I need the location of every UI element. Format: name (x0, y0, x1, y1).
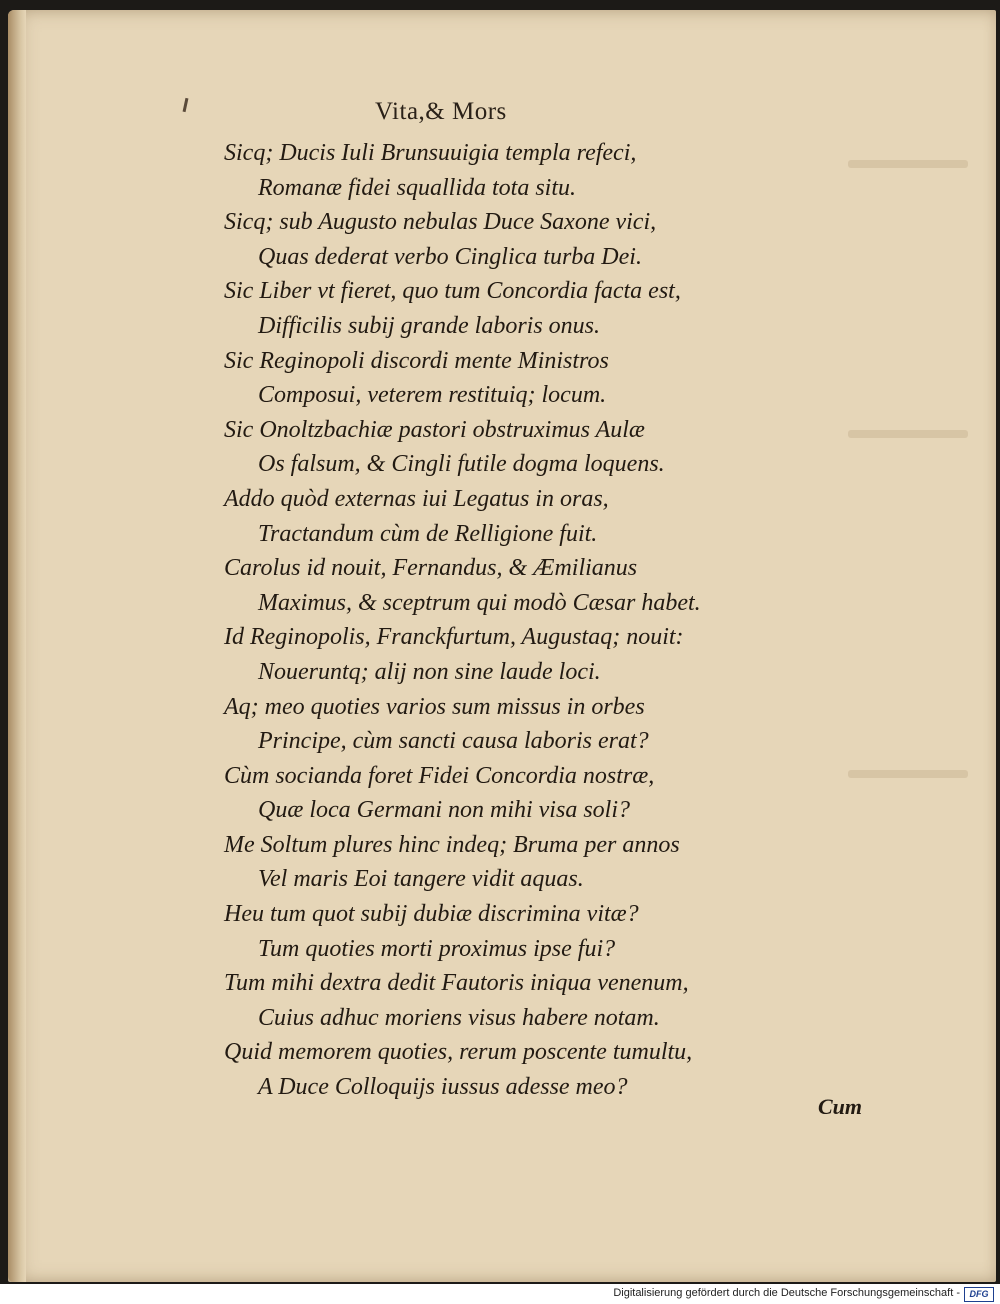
show-through-mark (848, 770, 968, 778)
verse-line: Composui, veterem restituiq; locum. (258, 382, 607, 409)
verse-line: Me Soltum plures hinc indeq; Bruma per annos (224, 831, 680, 858)
funding-credit: Digitalisierung gefördert durch die Deutsche Forschungsgemeinschaft - (613, 1287, 960, 1299)
verse-line: Quid memorem quoties, rerum poscente tumultu, (224, 1039, 693, 1066)
verse-line: Difficilis subij grande laboris onus. (258, 312, 601, 339)
catchword: Cum (818, 1094, 863, 1119)
verse-line: Vel maris Eoi tangere vidit aquas. (258, 866, 584, 893)
verse-line: Romanæ fidei squallida tota situ. (258, 174, 577, 201)
verse-line: Quas dederat verbo Cinglica turba Dei. (258, 243, 642, 270)
verse-line: Aq; meo quoties varios sum missus in orbes (224, 693, 645, 720)
show-through-mark (848, 160, 968, 168)
verse-line: Cùm socianda foret Fidei Concordia nostræ, (224, 762, 655, 789)
verse-line: Tractandum cùm de Relligione fuit. (258, 520, 598, 547)
verse-line: Maximus, & sceptrum qui modò Cæsar habet. (258, 589, 701, 616)
page-gutter-edge (8, 10, 26, 1282)
verse-line: Sicq; sub Augusto nebulas Duce Saxone vici, (224, 209, 657, 236)
verse-line: Noueruntq; alij non sine laude loci. (258, 658, 601, 685)
show-through-mark (848, 430, 968, 438)
verse-line: Tum quoties morti proximus ipse fui? (258, 935, 616, 962)
verse-line: Sic Reginopoli discordi mente Ministros (224, 347, 609, 374)
verse-line: Cuius adhuc moriens visus habere notam. (258, 1004, 660, 1031)
verse-line: Tum mihi dextra dedit Fautoris iniqua venenum, (224, 970, 689, 997)
verse-line: Quæ loca Germani non mihi visa soli? (258, 797, 630, 824)
verse-line: Sic Onoltzbachiæ pastori obstruximus Aulæ (224, 416, 645, 443)
verse-line: Principe, cùm sancti causa laboris erat? (258, 728, 649, 755)
verse-block (224, 136, 824, 1105)
verse-line: Sic Liber vt fieret, quo tum Concordia facta est, (224, 278, 681, 305)
verse-line: Carolus id nouit, Fernandus, & Æmilianus (224, 555, 638, 582)
digitization-footer (0, 1284, 1000, 1304)
dfg-logo-icon: DFG (964, 1287, 994, 1302)
verse-line: Sicq; Ducis Iuli Brunsuuigia templa refeci, (224, 140, 637, 166)
running-head: Vita,& Mors (375, 98, 507, 125)
verse-line: Addo quòd externas iui Legatus in oras, (224, 485, 609, 512)
verse-line: A Duce Colloquijs iussus adesse meo? (258, 1074, 628, 1101)
verse-line: Heu tum quot subij dubiæ discrimina vitæ? (224, 901, 639, 928)
verse-line: Id Reginopolis, Franckfurtum, Augustaq; nouit: (224, 624, 684, 651)
verse-line: Os falsum, & Cingli futile dogma loquens. (258, 451, 665, 478)
